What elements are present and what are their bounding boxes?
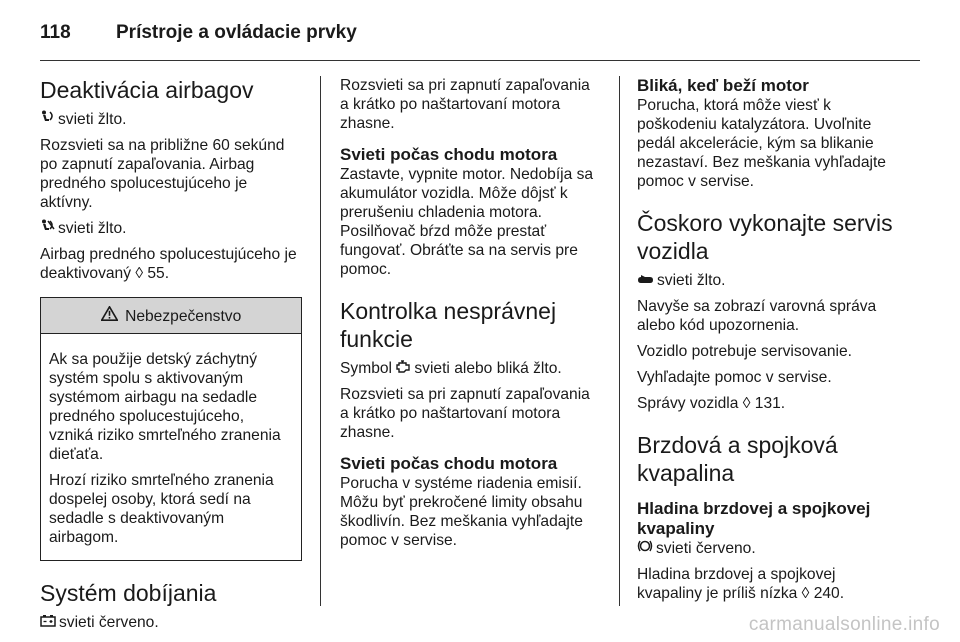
airbag-paragraph-2: Airbag predného spolucestujúceho je deaktivovaný ◊ 55. <box>40 246 297 282</box>
battery-icon <box>40 613 56 632</box>
airbag-on-icon <box>40 110 55 129</box>
column-1 <box>40 76 302 639</box>
brake-status-line: svieti červeno. <box>637 539 899 558</box>
service-paragraph-2: Vozidlo potrebuje servisovanie. <box>637 343 852 360</box>
warning-paragraph-1: Ak sa použije detský záchytný systém spolu s aktivovaným systémom airbagu na sedadle predného spolucestujúceho, vzniká riziko smrteľného zranenia dieťaťa. <box>49 351 281 463</box>
page-header <box>40 22 357 44</box>
service-paragraph-3: Vyhľadajte pomoc v servise. <box>637 369 832 386</box>
brake-circle-icon <box>637 539 653 558</box>
column-divider-2 <box>619 76 620 606</box>
engine-check-icon <box>396 359 411 378</box>
warning-box-body <box>41 334 301 560</box>
airbag-status-line-1: svieti žlto. <box>40 110 302 129</box>
watermark: carmanualsonline.info <box>748 614 940 635</box>
header-rule <box>40 60 920 61</box>
section-heading-service-soon: Čoskoro vykonajte servis vozidla <box>637 210 893 264</box>
section-heading-brake-clutch-fluid: Brzdová a spojková kvapalina <box>637 432 838 486</box>
warning-triangle-icon <box>101 308 122 325</box>
malfunction-paragraph-2: Porucha v systéme riadenia emisií. Môžu byť prekročené limity obsahu škodlivín. Bez meškania vyhľadajte pomoc v servise. <box>340 475 583 549</box>
airbag-status-line-2: svieti žlto. <box>40 219 302 238</box>
airbag-paragraph-1: Rozsvieti sa na približne 60 sekúnd po zapnutí zapaľovania. Airbag predného spolucestujúceho je aktívny. <box>40 137 285 211</box>
column-2 <box>340 76 602 557</box>
warning-box-header <box>41 298 301 334</box>
brake-paragraph: Hladina brzdovej a spojkovej kvapaliny je príliš nízka ◊ 240. <box>637 566 845 602</box>
charging-status-line: svieti červeno. <box>40 613 302 632</box>
subheading-brake-fluid-level: Hladina brzdovej a spojkovej kvapaliny <box>637 499 871 538</box>
charging-paragraph-2: Zastavte, vypnite motor. Nedobíja sa akumulátor vozidla. Môže dôjsť k prerušeniu chladenia motora. Posilňovač bŕzd môže prestať fungovať. Obráťte sa na servis pre pomoc. <box>340 166 594 278</box>
airbag-off-icon <box>40 219 55 238</box>
malfunction-status-line: Symbol svieti alebo bliká žlto. <box>340 360 562 377</box>
section-heading-airbag-deactivation: Deaktivácia airbagov <box>40 77 254 103</box>
service-paragraph-1: Navyše sa zobrazí varovná správa alebo kód upozornenia. <box>637 298 877 334</box>
page-number: 118 <box>40 22 71 43</box>
section-heading-malfunction-indicator: Kontrolka nesprávnej funkcie <box>340 298 557 352</box>
section-heading-charging-system: Systém dobíjania <box>40 580 217 606</box>
charging-paragraph-1: Rozsvieti sa pri zapnutí zapaľovania a krátko po naštartovaní motora zhasne. <box>340 77 590 132</box>
service-status-line: svieti žlto. <box>637 271 899 290</box>
subheading-on-while-running-1: Svieti počas chodu motora <box>340 145 558 164</box>
service-paragraph-4: Správy vozidla ◊ 131. <box>637 395 786 412</box>
subheading-blinks-while-running: Bliká, keď beží motor <box>637 76 809 95</box>
column-divider-1 <box>320 76 321 606</box>
malfunction-paragraph-1: Rozsvieti sa pri zapnutí zapaľovania a krátko po naštartovaní motora zhasne. <box>340 386 590 441</box>
blinks-paragraph: Porucha, ktorá môže viesť k poškodeniu katalyzátora. Uvoľnite pedál akcelerácie, kým sa blikanie nezastaví. Bez meškania vyhľadajte pomoc v servise. <box>637 97 886 190</box>
chapter-title: Prístroje a ovládacie prvky <box>116 22 357 43</box>
service-wrench-icon <box>637 271 654 290</box>
warning-paragraph-2: Hrozí riziko smrteľného zranenia dospelej osoby, ktorá sedí na sedadle s deaktivovaným airbagom. <box>49 472 274 546</box>
subheading-on-while-running-2: Svieti počas chodu motora <box>340 454 558 473</box>
warning-box-title: Nebezpečenstvo <box>125 308 242 325</box>
column-3 <box>637 76 899 610</box>
danger-warning-box <box>40 297 302 561</box>
